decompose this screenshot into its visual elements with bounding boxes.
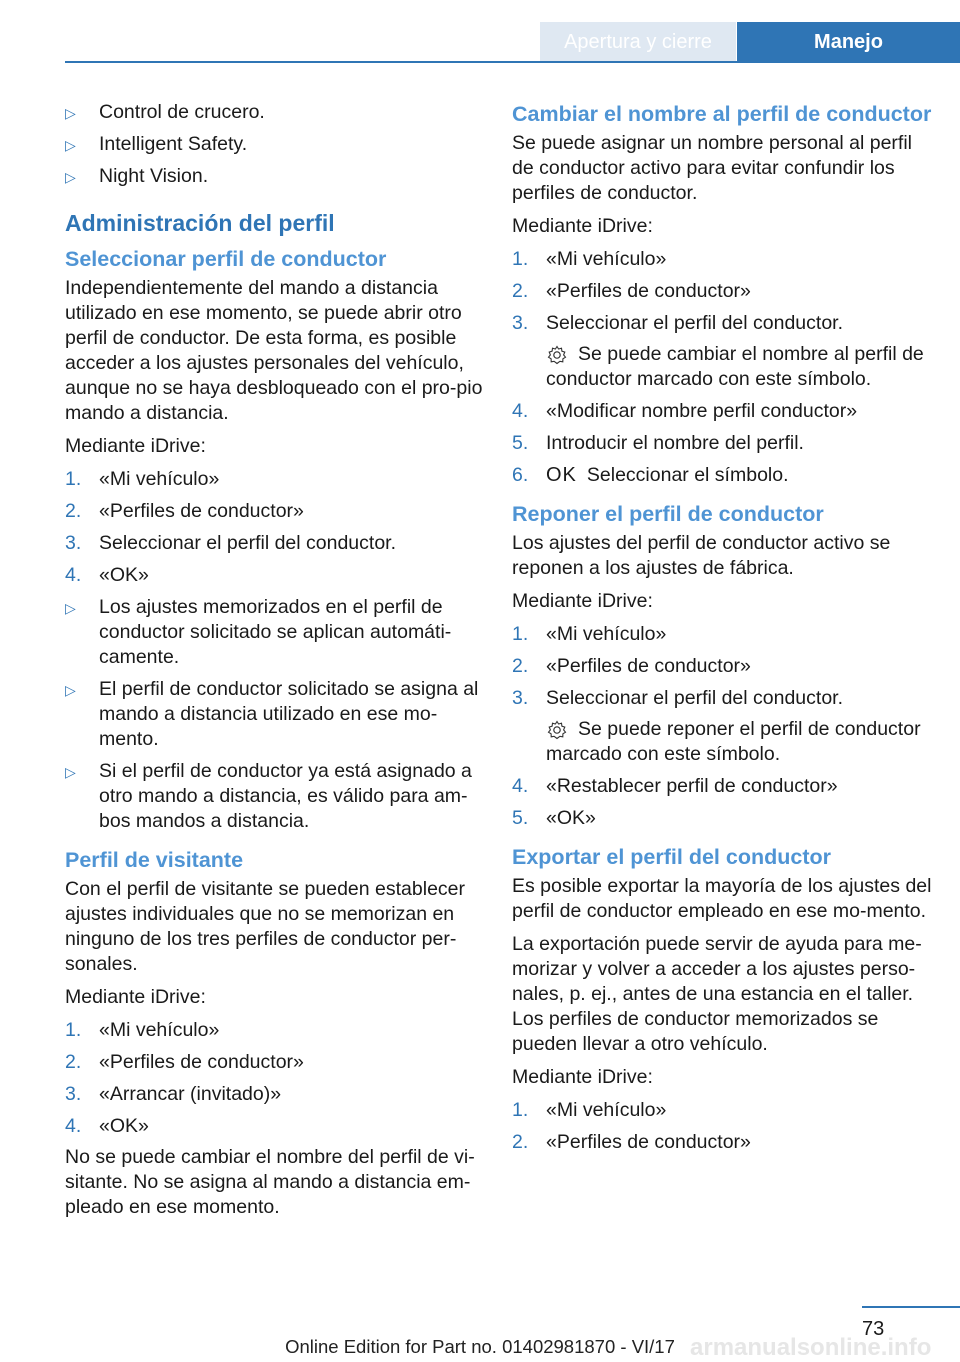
list-item: ▷ Los ajustes memorizados en el perfil de conductor solicitado se aplican automáti-camente. xyxy=(65,596,452,668)
list-item: 5. «OK» xyxy=(512,807,596,830)
list-item: 4. «Modificar nombre perfil conductor» xyxy=(512,400,858,422)
list-item: 2. «Perfiles de conductor» xyxy=(65,500,304,522)
list-item: 1. «Mi vehículo» xyxy=(65,468,220,490)
list-item: 6. OK Seleccionar el símbolo. xyxy=(512,464,789,487)
triangle-bullet-icon: ▷ xyxy=(65,682,76,698)
list-item: 2. «Perfiles de conductor» xyxy=(512,280,751,302)
step-list xyxy=(512,247,932,488)
left-column xyxy=(65,100,485,1228)
triangle-bullet-icon: ▷ xyxy=(65,105,76,121)
right-column xyxy=(512,100,932,1162)
result-bullet-list xyxy=(65,595,485,834)
list-item: 2. «Perfiles de conductor» xyxy=(512,1131,751,1154)
list-item: 2. «Perfiles de conductor» xyxy=(65,1051,304,1073)
list-item: ▷ Si el perfil de conductor ya está asignado a otro mando a distancia, es válido para am-bos mandos a distancia. xyxy=(65,760,472,832)
list-item: 3. Seleccionar el perfil del conductor. xyxy=(65,532,397,554)
list-item: ▷ Control de crucero. xyxy=(65,100,485,125)
paragraph: No se puede cambiar el nombre del perfil de vi-sitante. No se asigna al mando a distancia em-pleado en ese momento. xyxy=(65,1146,475,1218)
subsection-heading: Cambiar el nombre al perfil de conductor xyxy=(512,102,932,126)
header-rule xyxy=(65,61,960,63)
list-item: 2. «Perfiles de conductor» xyxy=(512,655,751,678)
page-number-rule xyxy=(862,1306,960,1308)
header-chapter-tab: Manejo xyxy=(737,22,960,62)
subsection-heading: Seleccionar perfil de conductor xyxy=(65,247,387,271)
subsection-heading: Reponer el perfil de conductor xyxy=(512,502,824,527)
list-item: 4. «Restablecer perfil de conductor» xyxy=(512,775,838,798)
gear-icon xyxy=(546,344,568,366)
idrive-label: Mediante iDrive: xyxy=(65,986,206,1008)
list-item: 4. «OK» xyxy=(65,1115,149,1137)
step-list xyxy=(512,622,932,831)
list-item: ▷ Night Vision. xyxy=(65,164,485,189)
idrive-label: Mediante iDrive: xyxy=(65,435,206,457)
idrive-label: Mediante iDrive: xyxy=(512,1066,653,1089)
step-list xyxy=(65,467,485,588)
header-section-tab: Apertura y cierre xyxy=(540,22,736,62)
list-item: 1. «Mi vehículo» xyxy=(512,623,667,646)
step-list xyxy=(512,1098,932,1155)
list-item: ▷ Intelligent Safety. xyxy=(65,132,485,157)
list-item: 4. «OK» xyxy=(65,564,149,586)
list-item: 1. «Mi vehículo» xyxy=(512,1099,667,1122)
list-item: 5. Introducir el nombre del perfil. xyxy=(512,432,804,454)
paragraph: Se puede asignar un nombre personal al perfil de conductor activo para evitar confundir los perfiles de conductor. xyxy=(512,132,913,204)
paragraph: Los ajustes del perfil de conductor activo se reponen a los ajustes de fábrica. xyxy=(512,532,891,580)
list-item: 3. Seleccionar el perfil del conductor. Se puede cambiar el nombre al perfil de conductor marcado con este símbolo. xyxy=(512,311,932,392)
idrive-label: Mediante iDrive: xyxy=(512,215,653,237)
paragraph: Es posible exportar la mayoría de los ajustes del perfil de conductor empleado en ese mo-mento. xyxy=(512,875,932,923)
triangle-bullet-icon: ▷ xyxy=(65,137,76,153)
page-header xyxy=(0,0,960,62)
list-item: 1. «Mi vehículo» xyxy=(512,248,667,270)
step-list xyxy=(65,1018,485,1139)
triangle-bullet-icon: ▷ xyxy=(65,764,76,780)
watermark: armanualsonline.info xyxy=(690,1334,932,1361)
subsection-heading: Exportar el perfil del conductor xyxy=(512,845,831,870)
triangle-bullet-icon: ▷ xyxy=(65,169,76,185)
triangle-bullet-icon: ▷ xyxy=(65,600,76,616)
paragraph: Con el perfil de visitante se pueden establecer ajustes individuales que no se memorizan en ninguno de los tres perfiles de conductor per-sonales. xyxy=(65,878,465,975)
gear-icon xyxy=(546,719,568,741)
page-number: 73 xyxy=(862,1318,885,1340)
subsection-heading: Perfil de visitante xyxy=(65,848,244,872)
list-item: 1. «Mi vehículo» xyxy=(65,1019,220,1041)
idrive-label: Mediante iDrive: xyxy=(512,590,653,613)
paragraph: Independientemente del mando a distancia utilizado en ese momento, se puede abrir otro perfil de conductor. De esta forma, es posible acceder a los ajustes personales del vehículo, aunque no se haya desbloqueado con el pro-pio mando a distancia. xyxy=(65,277,483,424)
section-heading: Administración del perfil xyxy=(65,210,335,236)
list-item: 3. Seleccionar el perfil del conductor. Se puede reponer el perfil de conductor marcado con este símbolo. xyxy=(512,686,932,767)
intro-bullet-list xyxy=(65,100,485,189)
list-item: ▷ El perfil de conductor solicitado se asigna al mando a distancia utilizado en ese mo-mento. xyxy=(65,678,479,750)
list-item: 3. «Arrancar (invitado)» xyxy=(65,1083,282,1105)
step-note: Se puede cambiar el nombre al perfil de conductor marcado con este símbolo. xyxy=(546,343,924,390)
ok-icon: OK xyxy=(546,464,577,487)
paragraph: La exportación puede servir de ayuda para me-morizar y volver a acceder a los ajustes perso-nales, p. ej., antes de una estancia en el taller. Los perfiles de conductor memorizados se pueden llevar a otro vehículo. xyxy=(512,933,922,1056)
step-note: Se puede reponer el perfil de conductor marcado con este símbolo. xyxy=(546,718,921,766)
footer-edition: Online Edition for Part no. 01402981870 - VI/17 xyxy=(285,1336,675,1357)
